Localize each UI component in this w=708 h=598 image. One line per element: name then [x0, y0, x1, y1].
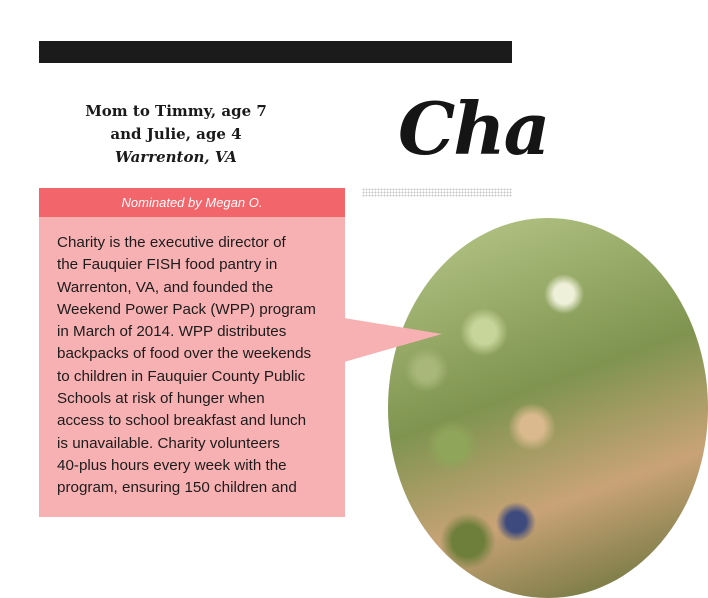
bio-block: [40, 100, 312, 169]
nominated-by-header: Nominated by Megan O.: [39, 188, 345, 217]
nomination-line: Weekend Power Pack (WPP) program: [57, 300, 316, 318]
nomination-line: in March of 2014. WPP distributes: [57, 323, 287, 341]
honoree-photo: [388, 218, 708, 598]
nomination-line: the Fauquier FISH food pantry in: [57, 256, 278, 274]
nomination-line: Schools at risk of hunger when: [57, 390, 265, 408]
nomination-line: Warrenton, VA, and founded the: [57, 278, 274, 296]
nomination-line: backpacks of food over the weekends: [57, 345, 312, 363]
nomination-text: [57, 232, 339, 500]
nomination-line: is unavailable. Charity volunteers: [57, 434, 280, 452]
bio-children-line-1: Mom to Timmy, age 7: [85, 102, 267, 120]
honoree-name-title: Cha: [398, 86, 549, 171]
nomination-line: to children in Fauquier County Public: [57, 367, 306, 385]
bio-location: Warrenton, VA: [115, 148, 237, 166]
dotted-divider: [362, 188, 512, 197]
top-decorative-bar: [39, 41, 512, 63]
nomination-line: 40-plus hours every week with the: [57, 456, 287, 474]
bio-children-line-2: and Julie, age 4: [110, 125, 242, 143]
nomination-line: Charity is the executive director of: [57, 234, 286, 251]
nomination-line: access to school breakfast and lunch: [57, 412, 307, 430]
nomination-line: program, ensuring 150 children and: [57, 479, 297, 497]
callout-pointer: [344, 318, 442, 362]
